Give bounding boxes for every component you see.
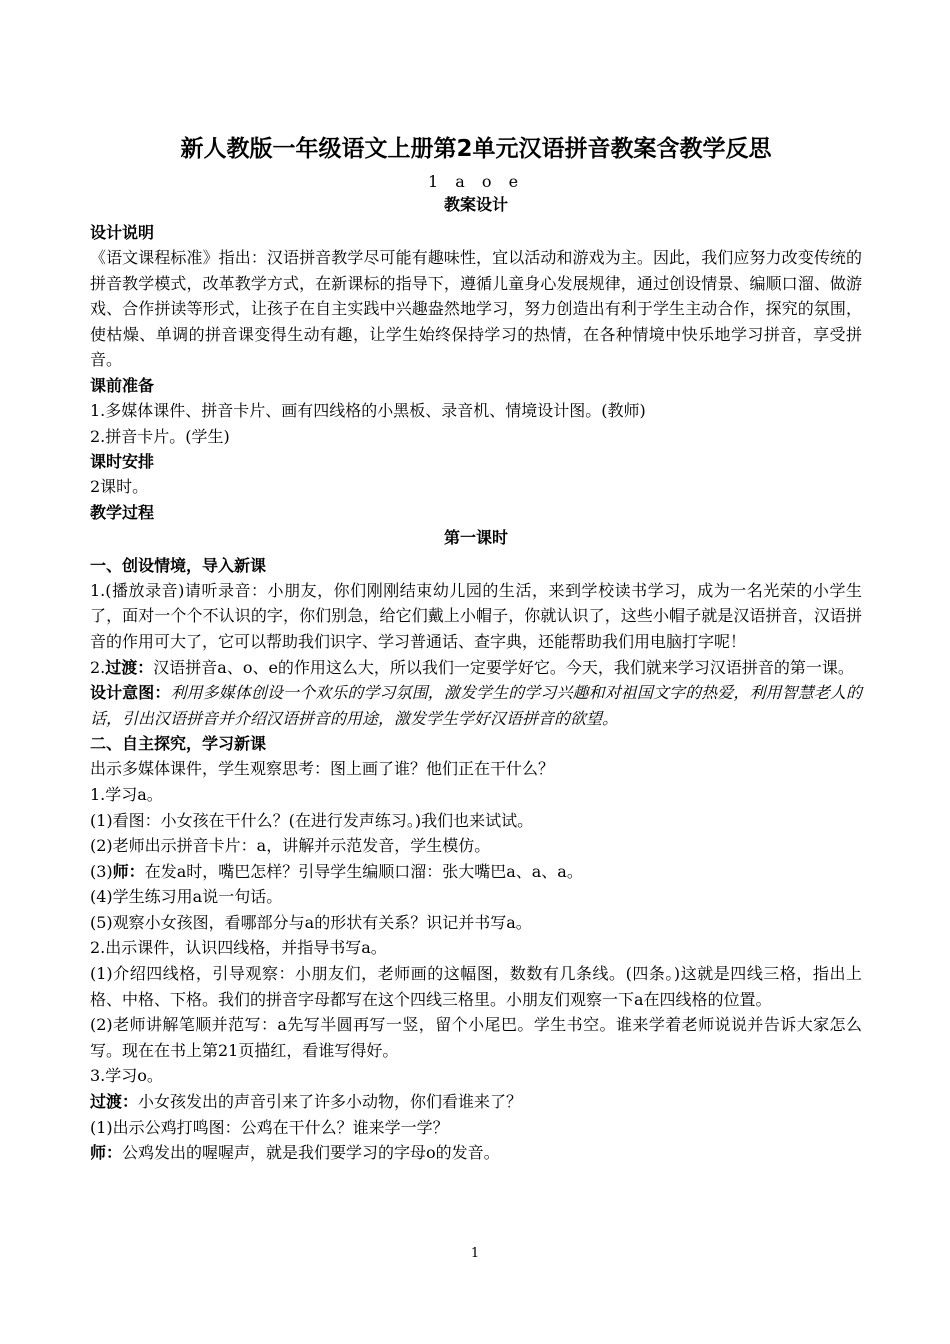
learn-a-step-5: (5)观察小女孩图，看哪部分与a的形状有关系？识记并书写a。 — [90, 912, 532, 932]
learn-a-step-4: (4)学生练习用a说一句话。 — [90, 887, 283, 907]
transition-text: 汉语拼音a、o、e的作用这么大，所以我们一定要学好它。今天，我们就来学习汉语拼音的第一课。 — [153, 657, 854, 677]
grid-step-2: (2)老师讲解笔顺并范写：a先写半圆再写一竖，留个小尾巴。学生书空。谁来学着老师说说并告诉大家怎么写。现在在书上第21页描红，看谁写得好。 — [90, 1015, 862, 1060]
design-note-text: 《语文课程标准》指出：汉语拼音教学尽可能有趣味性，宜以活动和游戏为主。因此，我们应努力改变传统的拼音教学模式，改革教学方式，在新课标的指导下，遵循儿童身心发展规律，通过创设情景、编顺口溜、做游戏、合作拼读等形式，让孩子在自主实践中兴趣盎然地学习，努力创造出有利于学生主动合作，探究的氛围，使枯燥、单调的拼音课变得生动有趣，让学生始终保持学习的热情，在各种情境中快乐地学习拼音，享受拼音。 — [90, 248, 862, 370]
page-number: 1 — [470, 1246, 480, 1261]
section-1-paragraph-1: 1.(播放录音)请听录音：小朋友，你们刚刚结束幼儿园的生活，来到学校读书学习，成为一名光荣的小学生了，面对一个个不认识的字，你们别急，给它们戴上小帽子，你就认识了，这些小帽子就是汉语拼音，汉语拼音的作用可大了，它可以帮助我们识字、学习普通话、查字典，还能帮助我们用电脑打字呢！ — [90, 580, 862, 651]
learn-o-teacher — [90, 1140, 862, 1166]
plan-heading: 教案设计 — [443, 195, 508, 214]
learn-o-step-1: (1)出示公鸡打鸣图：公鸡在干什么？谁来学一学？ — [90, 1117, 449, 1137]
teacher-label: 师： — [90, 1143, 123, 1163]
design-intent — [90, 680, 862, 731]
learn-a-step-2: (2)老师出示拼音卡片：a，讲解并示范发音，学生模仿。 — [90, 836, 491, 856]
teacher-label: 师： — [112, 861, 145, 881]
section-2-heading: 二、自主探究，学习新课 — [90, 734, 267, 754]
transition-text: 小女孩发出的声音引来了许多小动物，你们看谁来了？ — [138, 1092, 523, 1112]
item-number: 2. — [90, 657, 106, 677]
grid-intro: 2.出示课件，认识四线格，并指导书写a。 — [90, 938, 387, 958]
lesson-label: 1 a o e — [427, 172, 525, 191]
teacher-text: 公鸡发出的喔喔声，就是我们要学习的字母o的发音。 — [122, 1143, 500, 1163]
design-note-heading: 设计说明 — [90, 223, 155, 242]
learn-a-step-3 — [90, 859, 862, 885]
process-heading: 教学过程 — [90, 502, 155, 522]
schedule-text: 2课时。 — [90, 477, 149, 497]
learn-o-heading: 3.学习o。 — [90, 1066, 163, 1086]
learn-o-transition — [90, 1089, 862, 1115]
section-2-intro: 出示多媒体课件，学生观察思考：图上画了谁？他们正在干什么？ — [90, 759, 555, 779]
schedule-heading: 课时安排 — [90, 452, 155, 472]
design-intent-text: 利用多媒体创设一个欢乐的学习氛围，激发学生的学习兴趣和对祖国文字的热爱，利用智慧老人的话，引出汉语拼音并介绍汉语拼音的用途，激发学生学好汉语拼音的欲望。 — [90, 683, 862, 728]
document-title: 新人教版一年级语文上册第2单元汉语拼音教案含教学反思 — [180, 136, 772, 162]
prep-item-1: 1.多媒体课件、拼音卡片、画有四线格的小黑板、录音机、情境设计图。(教师) — [90, 400, 646, 420]
prep-heading: 课前准备 — [90, 375, 155, 395]
section-1-heading: 一、创设情境，导入新课 — [90, 555, 267, 575]
learn-a-heading: 1.学习a。 — [90, 784, 163, 804]
section-1-paragraph-2 — [90, 655, 862, 681]
document-body — [90, 132, 862, 1166]
transition-label: 过渡： — [105, 657, 154, 677]
grid-step-1: (1)介绍四线格，引导观察：小朋友们，老师画的这幅图，数数有几条线。(四条。)这就是四线三格，指出上格、中格、下格。我们的拼音字母都写在这个四线三格里。小朋友们观察一下a在四线格的位置。 — [90, 964, 862, 1009]
step-text: 在发a时，嘴巴怎样？引导学生编顺口溜：张大嘴巴a、a、a。 — [144, 861, 583, 881]
prep-item-2: 2.拼音卡片。(学生) — [90, 426, 230, 446]
step-number: (3) — [90, 861, 113, 881]
learn-a-step-1: (1)看图：小女孩在干什么？(在进行发声练习。)我们也来试试。 — [90, 810, 534, 830]
first-lesson-heading: 第一课时 — [443, 527, 508, 547]
transition-label: 过渡： — [90, 1092, 139, 1112]
design-intent-label: 设计意图： — [90, 683, 171, 703]
